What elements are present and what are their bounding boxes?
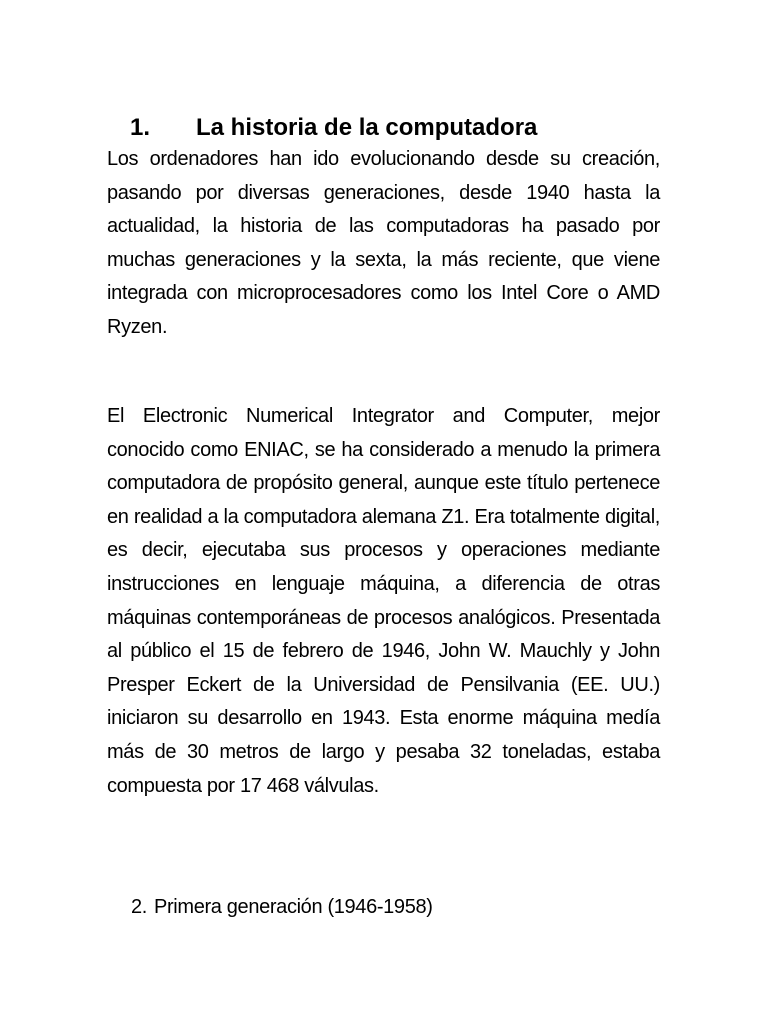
- section-number: 1.: [130, 114, 151, 142]
- subsection-heading: [131, 892, 433, 922]
- subsection-number: 2.: [131, 896, 147, 918]
- paragraph-eniac: El Electronic Numerical Integrator and Computer, mejor conocido como ENIAC, se ha considerado a menudo la primera computadora de propósito general, aunque este título pertenece en realidad a la computadora alemana Z1. Era totalmente digital, es decir, ejecutaba sus procesos y operaciones mediante instrucciones en lenguaje máquina, a diferencia de otras máquinas contemporáneas de procesos analógicos. Presentada al público el 15 de febrero de 1946, John W. Mauchly y John Presper Eckert de la Universidad de Pensilvania (EE. UU.) iniciaron su desarrollo en 1943. Esta enorme máquina medía más de 30 metros de largo y pesaba 32 toneladas, estaba compuesta por 17 468 válvulas.: [107, 405, 660, 797]
- paragraph-intro: Los ordenadores han ido evolucionando desde su creación, pasando por diversas generaciones, desde 1940 hasta la actualidad, la historia de las computadoras ha pasado por muchas generaciones y la sexta, la más reciente, que viene integrada con microprocesadores como los Intel Core o AMD Ryzen.: [107, 148, 660, 338]
- subsection-title: Primera generación (1946-1958): [154, 896, 433, 918]
- section-heading: [130, 112, 690, 144]
- section-title: La historia de la computadora: [196, 114, 538, 142]
